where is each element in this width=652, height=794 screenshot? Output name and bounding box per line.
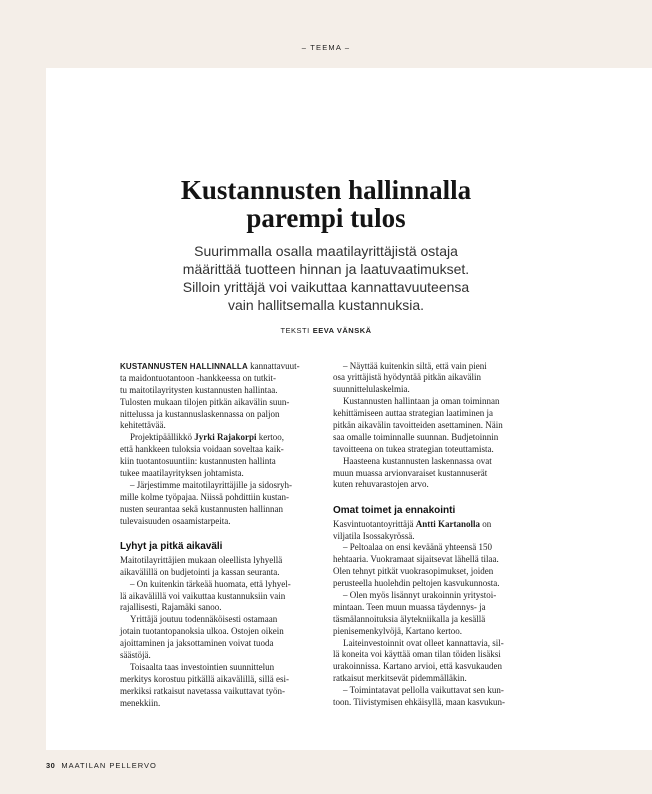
body-line: ajoittaminen ja jaksottaminen voivat tuoda <box>120 638 274 649</box>
article-lead-line: Silloin yrittäjä voi vaikuttaa kannattavuuteensa <box>182 279 470 295</box>
body-line: ratkaisut merkitsevät pidemmälläkin. <box>333 673 467 684</box>
text-run: kertoo, <box>256 432 285 443</box>
body-line: perusteella huolehdin peltojen kasvukunnosta. <box>333 578 500 589</box>
article-title-line: parempi tulos <box>246 203 406 233</box>
section-heading: Omat toimet ja ennakointi <box>333 504 456 516</box>
page-footer <box>46 760 157 772</box>
body-line <box>120 361 320 373</box>
text-run: Kasvintuotantoyrittäjä <box>333 518 416 529</box>
paragraph <box>120 480 320 528</box>
body-line: nusten seurantaa sekä kustannusten hallinnan <box>120 503 283 514</box>
body-line: aikavälillä on budjetointi ja kassan seuranta. <box>120 566 280 577</box>
body-line <box>333 519 538 531</box>
body-line: saa omalle toiminnalle suunnan. Budjetoinnin <box>333 431 499 442</box>
body-line: että hankkeen tuloksia voidaan soveltaa kaik- <box>120 444 284 455</box>
paragraph <box>120 361 320 432</box>
body-line: Toisaalta taas investointien suunnittelun <box>130 661 275 672</box>
body-line: Olen tehnyt pitkät vuokrasopimukset, joiden <box>333 566 494 577</box>
paragraph <box>333 542 538 590</box>
body-line: mille kolme työpajaa. Niissä pohdittiin kustan- <box>120 491 289 502</box>
body-line: – Järjestimme maitotilayrittäjille ja sidosryh- <box>130 479 292 490</box>
body-line: muun muassa arvionvaraiset kustannuserät <box>333 467 488 478</box>
body-line: Maitotilayrittäjien mukaan oleellista lyhyellä <box>120 554 283 565</box>
byline-label: TEKSTI <box>280 326 310 335</box>
page-number: 30 <box>46 761 56 770</box>
body-line: osa yrittäjistä hyödyntää pitkän aikavälin <box>333 372 481 383</box>
text-run: Projektipäällikkö <box>130 432 195 443</box>
body-line: menekkiin. <box>120 697 161 708</box>
paragraph <box>333 361 538 397</box>
article-column-left <box>120 361 320 709</box>
paragraph <box>120 662 320 710</box>
body-line: Tulosten mukaan tilojen pitkän aikavälin suun- <box>120 396 290 407</box>
body-line: merkiksi ratkaisut navetassa vaikuttavat työn- <box>120 685 285 696</box>
body-line: rajallisesti, Rajamäki sanoo. <box>120 602 222 613</box>
byline <box>0 325 652 337</box>
body-line: kiin tuotantosuuntiin: kustannusten hallinta <box>120 456 276 467</box>
paragraph <box>333 638 538 686</box>
body-line: hehtaaria. Vuokramaat sijaitsevat lähellä tilaa. <box>333 554 499 565</box>
paragraph <box>120 614 320 662</box>
article-lead <box>0 242 652 314</box>
paragraph <box>333 519 538 543</box>
paragraph <box>333 456 538 492</box>
body-line: – Näyttää kuitenkin siltä, että vain pieni <box>343 360 487 371</box>
paragraph <box>333 396 538 455</box>
body-line: viljatila Isossakyrössä. <box>333 530 415 541</box>
body-line: – On kuitenkin tärkeää huomata, että lyhyel- <box>130 578 291 589</box>
body-line: ta maidontuotantoon -hankkeessa on tutkit- <box>120 372 276 383</box>
paragraph <box>333 685 538 709</box>
paragraph <box>333 590 538 638</box>
body-line: jotain tuotantopanoksia ulkoa. Ostojen oikein <box>120 626 284 637</box>
paragraph <box>120 555 320 579</box>
body-line: Yrittäjä joutuu todennäköisesti ostamaan <box>130 614 278 625</box>
body-line: nittelussa ja kustannuslaskennassa on paljon <box>120 408 280 419</box>
body-line: pienisemenkylvöjä, Kartano kertoo. <box>333 625 462 636</box>
text-run: kannattavuut- <box>247 361 300 371</box>
body-line: Haasteena kustannusten laskennassa ovat <box>343 455 492 466</box>
body-line: tulevaisuuden osaamistarpeita. <box>120 515 231 526</box>
body-line: lä koneita voi käyttää oman tilan töiden lisäksi <box>333 649 501 660</box>
body-line: – Olen myös lisännyt urakoinnin yritystoi- <box>343 590 497 601</box>
body-line <box>120 432 320 444</box>
body-line: kehittämiseen auttaa strategian laatiminen ja <box>333 408 493 419</box>
body-line: kehitettävää. <box>120 420 166 431</box>
body-line: Kustannusten hallintaan ja oman toiminnan <box>343 396 500 407</box>
body-line: mintaan. Teen muun muassa täydennys- ja <box>333 601 486 612</box>
body-line: tukee maatilayrityksen johtamista. <box>120 468 244 479</box>
magazine-name: MAATILAN PELLERVO <box>61 761 157 770</box>
article-title-line: Kustannusten hallinnalla <box>180 175 472 205</box>
body-line: tavoitteena on tukea strategian toteuttamista. <box>333 443 494 454</box>
body-line: täsmälannoituksia älytekniikalla ja kesällä <box>333 613 486 624</box>
paragraph <box>120 432 320 480</box>
body-line: säästöjä. <box>120 649 151 660</box>
article-lead-line: vain hallitsemalla kustannuksia. <box>227 297 425 313</box>
article-lead-line: Suurimmalla osalla maatilayrittäjistä ostaja <box>194 243 458 259</box>
byline-author: EEVA VÄNSKÄ <box>312 326 372 335</box>
body-line: – Peltoalaa on ensi keväänä yhteensä 150 <box>343 542 492 553</box>
article-column-right <box>333 361 538 709</box>
body-line: tu maitotilayritysten kustannusten hallintaa. <box>120 384 278 395</box>
text-run: on <box>479 518 492 529</box>
body-line: kuten rehuvarastojen arvo. <box>333 479 429 490</box>
article-lead-line: määrittää tuotteen hinnan ja laatuvaatimukset. <box>182 261 470 277</box>
body-line: suunnittelulaskelmia. <box>333 384 410 395</box>
person-name: Jyrki Rajakorpi <box>194 432 257 443</box>
body-line: lä aikavälillä voi vaikuttaa kustannuksiin vain <box>120 590 286 601</box>
body-line: pitkän aikavälin tavoitteiden asettaminen. Näin <box>333 419 503 430</box>
article-title <box>0 176 652 232</box>
person-name: Antti Kartanolla <box>415 518 480 529</box>
section-label: – TEEMA – <box>301 43 351 52</box>
body-line: urakoinnissa. Kartano arvioi, että kasvukauden <box>333 661 502 672</box>
body-line: – Toimintatavat pellolla vaikuttavat sen kun- <box>343 685 504 696</box>
body-line: merkitys korostuu pitkällä aikavälillä, sillä esi- <box>120 673 289 684</box>
body-line: toon. Tiivistymisen ehkäisyllä, maan kasvukun- <box>333 697 505 708</box>
lead-in: KUSTANNUSTEN HALLINNALLA <box>120 362 248 371</box>
body-line: Laiteinvestoinnit ovat olleet kannattavia, sil- <box>343 637 504 648</box>
paragraph <box>120 579 320 615</box>
section-heading: Lyhyt ja pitkä aikaväli <box>120 540 223 552</box>
